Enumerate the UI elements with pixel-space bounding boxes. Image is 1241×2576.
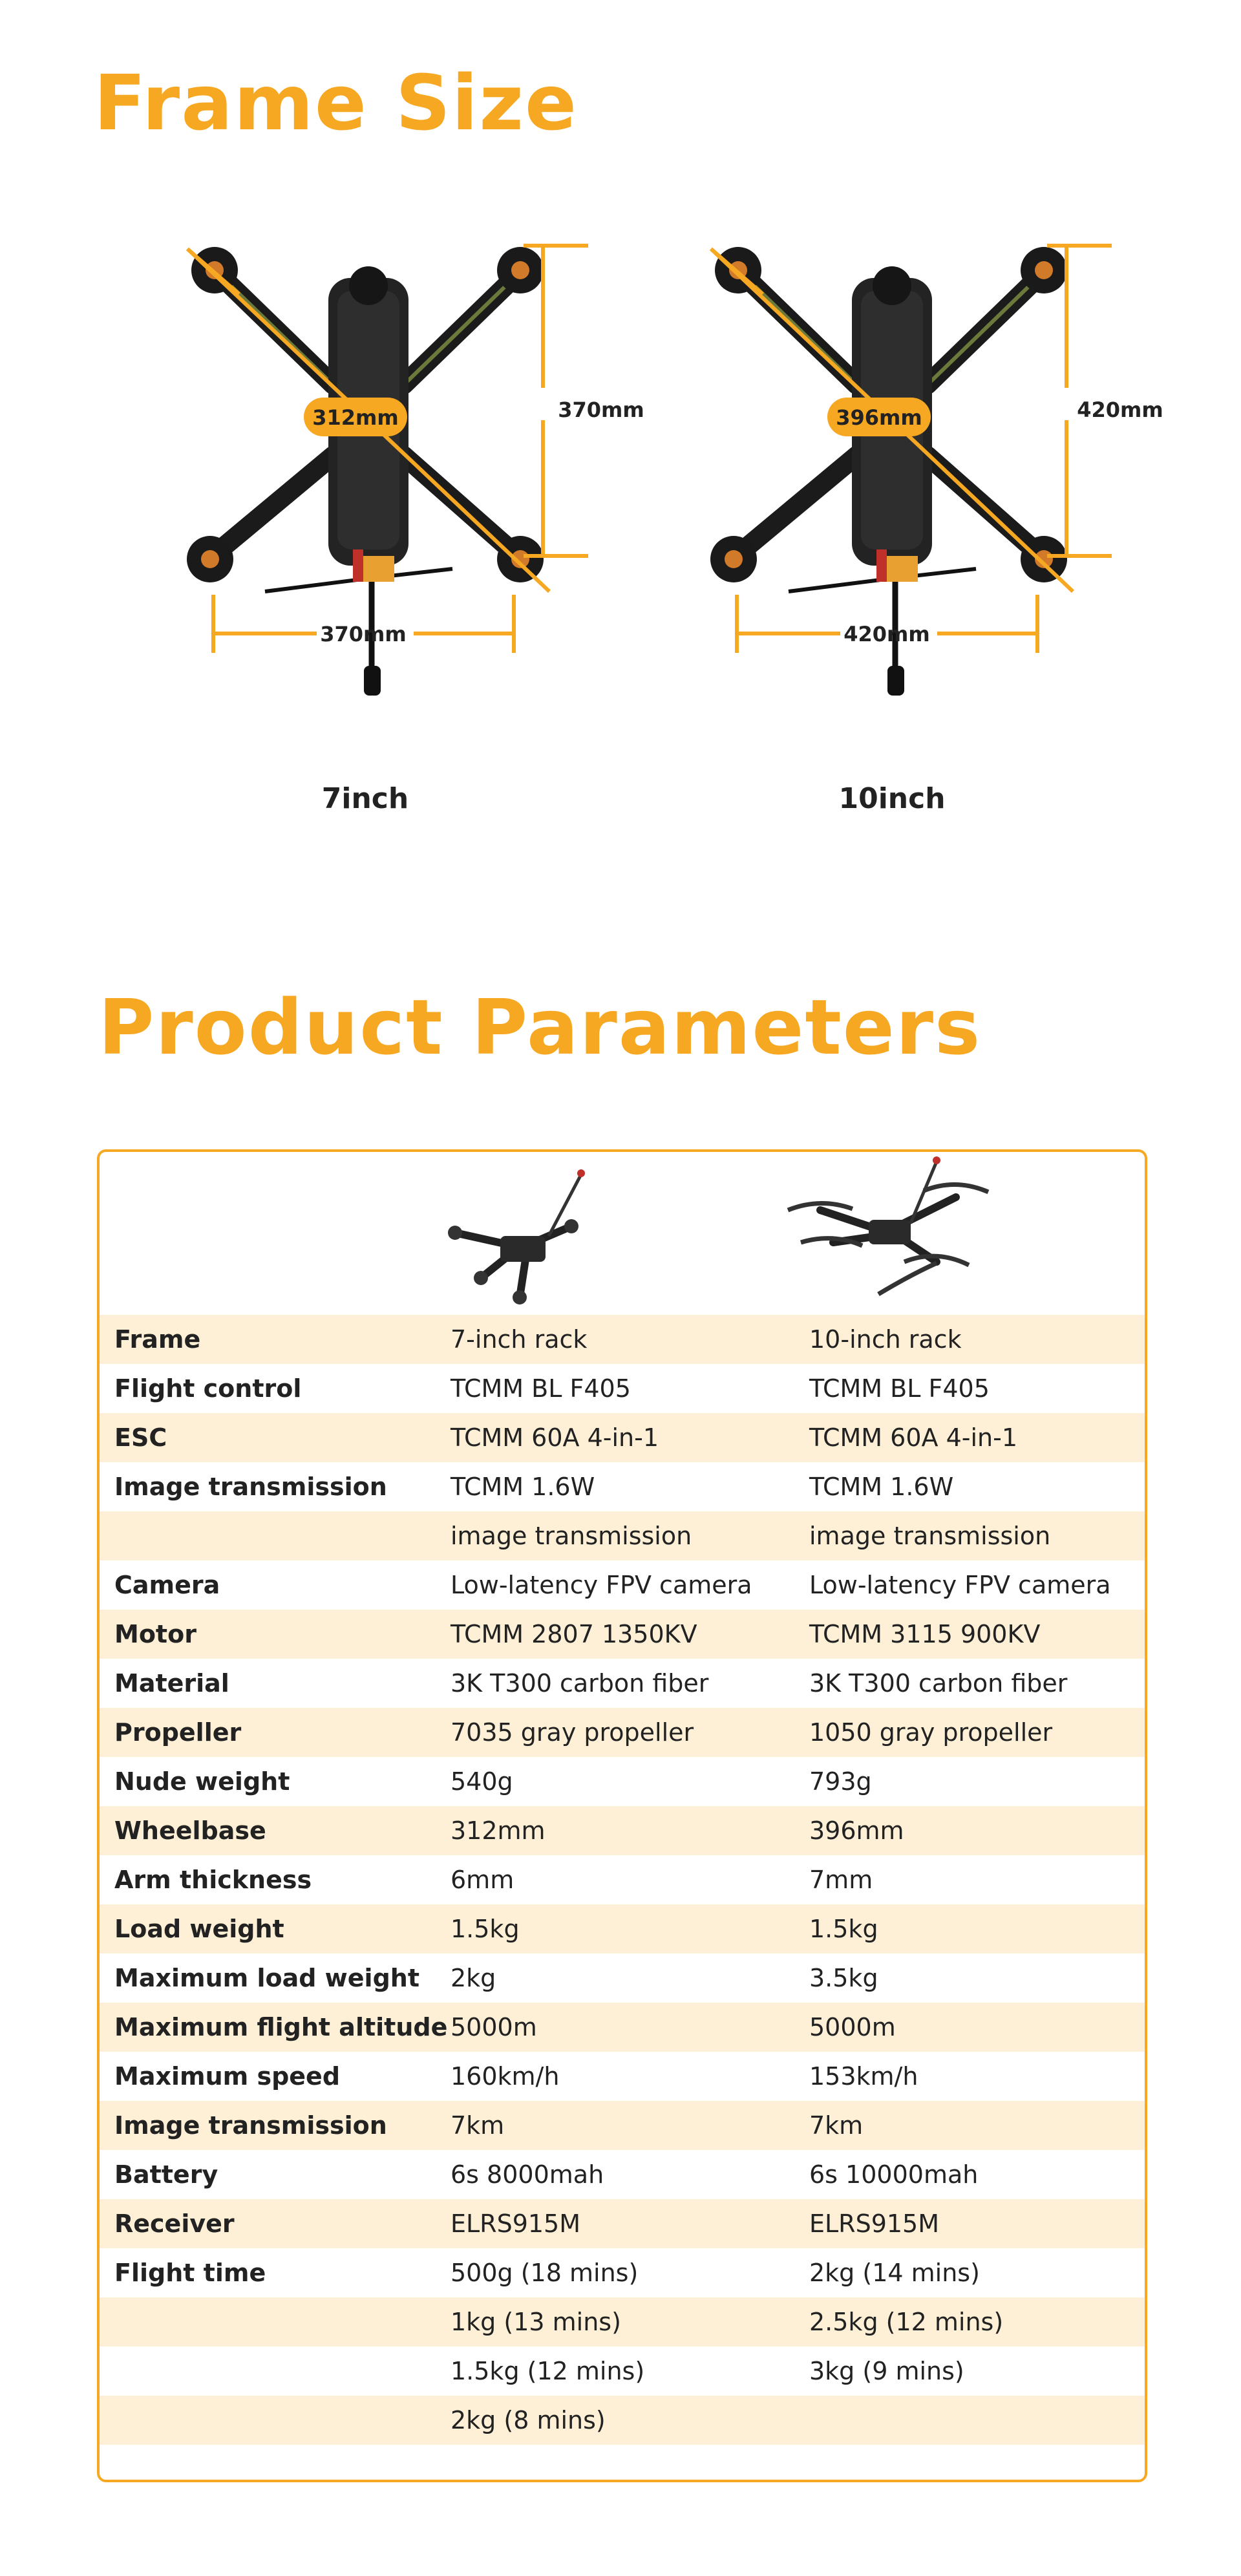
parameter-label: Camera: [114, 1571, 220, 1599]
value-10inch: 2.5kg (12 mins): [809, 2308, 1004, 2336]
table-row: [100, 2396, 1145, 2445]
value-7inch: 7-inch rack: [451, 1325, 588, 1354]
drone-10inch-diagram: [685, 246, 1163, 724]
value-10inch: 6s 10000mah: [809, 2160, 979, 2189]
table-row: [100, 1610, 1145, 1659]
table-row: [100, 2248, 1145, 2297]
height-dimension-label: 370mm: [558, 398, 644, 422]
value-7inch: 540g: [451, 1767, 513, 1796]
width-dimension-label: 420mm: [843, 622, 930, 646]
parameter-label: Frame: [114, 1325, 201, 1354]
parameter-label: [100, 2297, 451, 2347]
value-7inch: TCMM 60A 4-in-1: [451, 1423, 659, 1452]
diagonal-dimension-label: 312mm: [312, 405, 399, 430]
value-7inch: 5000m: [451, 2013, 537, 2041]
parameters-table-box: [97, 1149, 1147, 2482]
value-7inch: 500g (18 mins): [451, 2259, 639, 2287]
product-parameters-title: Product Parameters: [98, 983, 982, 1072]
parameter-label: Wheelbase: [114, 1816, 266, 1845]
value-10inch: 5000m: [809, 2013, 896, 2041]
table-row: [100, 1364, 1145, 1413]
value-10inch: 1050 gray propeller: [809, 1718, 1053, 1747]
value-7inch: TCMM 2807 1350KV: [451, 1620, 697, 1648]
table-row: [100, 1806, 1145, 1855]
value-10inch: image transmission: [809, 1522, 1051, 1550]
parameter-label: Receiver: [114, 2209, 235, 2238]
value-7inch: 2kg (8 mins): [451, 2406, 606, 2434]
parameter-label: Material: [114, 1669, 229, 1698]
parameter-label: Flight time: [114, 2259, 266, 2287]
parameter-label: Image transmission: [114, 2111, 387, 2140]
value-7inch: 6mm: [451, 1866, 514, 1894]
table-row: [100, 1560, 1145, 1610]
value-10inch: 153km/h: [809, 2062, 918, 2091]
table-row: [100, 1953, 1145, 2003]
table-row: [100, 2052, 1145, 2101]
parameter-label: Propeller: [114, 1718, 242, 1747]
table-row: [100, 2297, 1145, 2347]
value-7inch: 1.5kg (12 mins): [451, 2357, 645, 2385]
table-row: [100, 2003, 1145, 2052]
value-10inch: 3K T300 carbon fiber: [809, 1669, 1068, 1698]
drone-7inch-photo: [436, 1162, 604, 1310]
table-row: [100, 2199, 1145, 2248]
value-7inch: 160km/h: [451, 2062, 560, 2091]
value-10inch: TCMM BL F405: [809, 1374, 990, 1403]
table-row: [100, 1462, 1145, 1511]
value-7inch: TCMM 1.6W: [451, 1473, 595, 1501]
drone-10inch-photo: [781, 1152, 995, 1314]
parameter-label: Maximum load weight: [114, 1964, 419, 1992]
drone-7inch-diagram: [162, 246, 644, 724]
value-7inch: 312mm: [451, 1816, 546, 1845]
parameter-label: Load weight: [114, 1915, 284, 1943]
size-caption-7inch: 7inch: [321, 782, 409, 815]
parameter-label: Nude weight: [114, 1767, 290, 1796]
table-row: [100, 1511, 1145, 1560]
table-row: [100, 1855, 1145, 1904]
value-7inch: Low-latency FPV camera: [451, 1571, 752, 1599]
value-7inch: 3K T300 carbon fiber: [451, 1669, 709, 1698]
value-10inch: 793g: [809, 1767, 872, 1796]
frame-size-title: Frame Size: [94, 58, 578, 147]
parameter-label: [100, 2396, 451, 2445]
table-row: [100, 1708, 1145, 1757]
value-10inch: TCMM 3115 900KV: [809, 1620, 1041, 1648]
parameter-label: Image transmission: [114, 1473, 387, 1501]
table-row: [100, 1659, 1145, 1708]
value-10inch: 396mm: [809, 1816, 904, 1845]
diagonal-dimension-label: 396mm: [836, 405, 922, 430]
value-7inch: 2kg: [451, 1964, 496, 1992]
width-dimension-label: 370mm: [320, 622, 407, 646]
parameter-label: Motor: [114, 1620, 196, 1648]
parameter-label: [100, 2347, 451, 2396]
value-10inch: Low-latency FPV camera: [809, 1571, 1111, 1599]
value-7inch: 7km: [451, 2111, 505, 2140]
table-row: [100, 1757, 1145, 1806]
table-row: [100, 2347, 1145, 2396]
value-7inch: 6s 8000mah: [451, 2160, 604, 2189]
value-7inch: ELRS915M: [451, 2209, 581, 2238]
value-10inch: 1.5kg: [809, 1915, 878, 1943]
value-10inch: TCMM 1.6W: [809, 1473, 954, 1501]
height-dimension-label: 420mm: [1077, 398, 1163, 422]
value-10inch: 3kg (9 mins): [809, 2357, 964, 2385]
parameter-label: Battery: [114, 2160, 218, 2189]
parameter-label: [100, 1511, 451, 1560]
parameters-table: [100, 1315, 1145, 2445]
table-row: [100, 2101, 1145, 2150]
value-7inch: 1kg (13 mins): [451, 2308, 621, 2336]
table-row: [100, 2150, 1145, 2199]
value-7inch: TCMM BL F405: [451, 1374, 631, 1403]
value-10inch: TCMM 60A 4-in-1: [809, 1423, 1018, 1452]
parameter-label: Flight control: [114, 1374, 302, 1403]
value-7inch: image transmission: [451, 1522, 692, 1550]
value-10inch: 7km: [809, 2111, 864, 2140]
parameter-label: Arm thickness: [114, 1866, 312, 1894]
size-caption-10inch: 10inch: [838, 782, 946, 815]
value-10inch: 10-inch rack: [809, 1325, 962, 1354]
parameter-label: Maximum speed: [114, 2062, 341, 2091]
value-10inch: 3.5kg: [809, 1964, 878, 1992]
value-10inch: 2kg (14 mins): [809, 2259, 980, 2287]
table-row: [100, 1413, 1145, 1462]
value-10inch: 7mm: [809, 1866, 873, 1894]
value-7inch: 7035 gray propeller: [451, 1718, 694, 1747]
table-row: [100, 1904, 1145, 1953]
value-10inch: [809, 2396, 1145, 2445]
value-7inch: 1.5kg: [451, 1915, 520, 1943]
value-10inch: ELRS915M: [809, 2209, 940, 2238]
parameter-label: Maximum flight altitude: [114, 2013, 448, 2041]
table-row: [100, 1315, 1145, 1364]
parameter-label: ESC: [114, 1423, 167, 1452]
